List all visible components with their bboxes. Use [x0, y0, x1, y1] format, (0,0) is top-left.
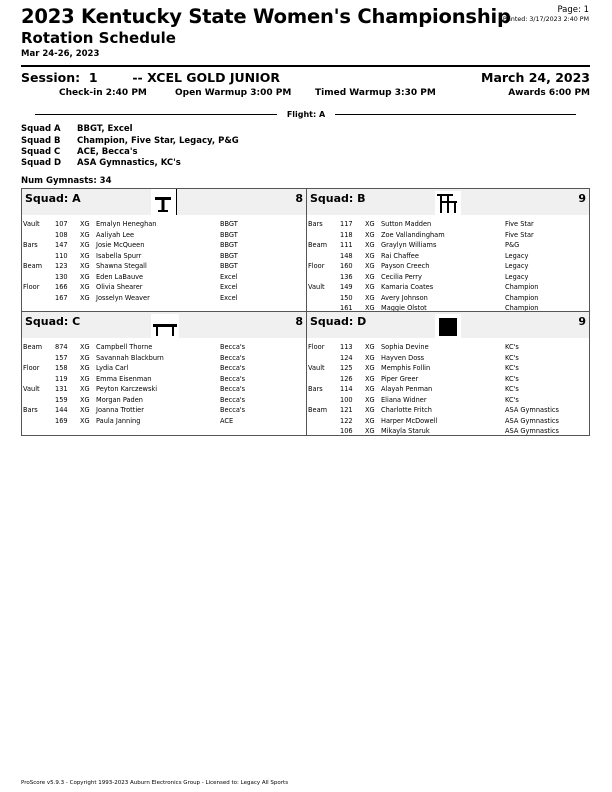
level-cell: XG — [80, 251, 90, 260]
table-row — [22, 395, 306, 406]
club-cell: Excel — [220, 272, 238, 281]
number-cell: 150 — [340, 293, 353, 302]
squad-count: 8 — [295, 192, 303, 205]
table-row — [22, 342, 306, 353]
gymnast-name-cell: Piper Greer — [381, 374, 419, 383]
squad-box-a — [21, 188, 307, 312]
club-cell: Becca's — [220, 395, 246, 404]
club-cell: Becca's — [220, 343, 246, 351]
awards-time: Awards 6:00 PM — [508, 88, 590, 98]
level-cell: XG — [365, 406, 375, 414]
level-cell: XG — [365, 374, 375, 383]
squad-count: 8 — [295, 315, 303, 328]
gymnast-name-cell: Kamaria Coates — [381, 283, 434, 291]
table-row — [22, 272, 306, 283]
session-date: March 24, 2023 — [481, 70, 590, 85]
level-cell: XG — [365, 343, 375, 351]
gymnast-name-cell: Aaliyah Lee — [96, 230, 135, 239]
club-cell: ASA Gymnastics — [505, 427, 559, 435]
table-row — [307, 282, 589, 293]
header-rule — [21, 65, 590, 67]
gymnast-name-cell: Sophia Devine — [381, 343, 429, 351]
gymnast-name-cell: Campbell Thorne — [96, 343, 153, 351]
number-cell: 123 — [55, 262, 68, 270]
table-row — [22, 261, 306, 272]
number-cell: 119 — [55, 374, 68, 383]
level-cell: XG — [365, 416, 375, 425]
squad-title: Squad: C — [25, 315, 81, 328]
table-row — [307, 384, 589, 395]
club-cell: Champion — [505, 304, 539, 312]
level-cell: XG — [80, 220, 90, 228]
event-cell: Vault — [23, 385, 40, 393]
table-row — [307, 426, 589, 437]
club-cell: Champion — [505, 293, 539, 302]
gymnast-name-cell: Sutton Madden — [381, 220, 432, 228]
event-cell: Beam — [308, 241, 328, 249]
number-cell: 159 — [55, 395, 68, 404]
table-row — [22, 384, 306, 395]
number-cell: 130 — [55, 272, 68, 281]
number-cell: 124 — [340, 353, 353, 362]
table-row — [22, 416, 306, 427]
gymnast-name-cell: Avery Johnson — [381, 293, 428, 302]
number-cell: 107 — [55, 220, 68, 228]
event-cell: Beam — [23, 262, 43, 270]
number-cell: 874 — [55, 343, 68, 351]
squad-key: Squad B — [21, 136, 61, 146]
event-cell: Bars — [308, 385, 323, 393]
club-cell: Excel — [220, 283, 238, 291]
event-cell: Beam — [23, 343, 43, 351]
gymnast-name-cell: Maggie Olstot — [381, 304, 427, 312]
gymnast-name-cell: Shawna Stegall — [96, 262, 147, 270]
gymnast-name-cell: Isabella Spurr — [96, 251, 142, 260]
table-row — [22, 363, 306, 374]
gymnast-name-cell: Harper McDowell — [381, 416, 438, 425]
squad-title: Squad: A — [25, 192, 81, 205]
gymnast-name-cell: Eliana Widner — [381, 395, 427, 404]
squad-roster — [22, 219, 306, 303]
club-cell: Legacy — [505, 272, 529, 281]
floor-icon — [435, 314, 461, 338]
number-cell: 169 — [55, 416, 68, 425]
squad-clubs: BBGT, Excel — [77, 124, 133, 134]
gymnast-name-cell: Paula Janning — [96, 416, 141, 425]
squad-box-c — [21, 311, 307, 436]
timed-warmup-time: Timed Warmup 3:30 PM — [315, 88, 436, 98]
flight-rule-right — [335, 114, 576, 115]
number-cell: 118 — [340, 230, 353, 239]
squad-count: 9 — [578, 315, 586, 328]
club-cell: BBGT — [220, 241, 238, 249]
level-cell: XG — [365, 395, 375, 404]
gymnast-name-cell: Mikayla Staruk — [381, 427, 430, 435]
level-cell: XG — [80, 262, 90, 270]
gymnast-name-cell: Peyton Karczewski — [96, 385, 158, 393]
gymnast-name-cell: Josie McQueen — [96, 241, 145, 249]
number-cell: 166 — [55, 283, 68, 291]
level-cell: XG — [80, 283, 90, 291]
gymnast-name-cell: Joanna Trottier — [96, 406, 144, 414]
level-cell: XG — [365, 364, 375, 372]
level-cell: XG — [365, 230, 375, 239]
gymnast-name-cell: Alayah Penman — [381, 385, 433, 393]
table-row — [307, 272, 589, 283]
event-cell: Floor — [308, 343, 325, 351]
gymnast-name-cell: Rai Chaffee — [381, 251, 419, 260]
squad-box-header — [307, 189, 589, 215]
meet-dates: Mar 24-26, 2023 — [21, 49, 100, 59]
squad-title: Squad: D — [310, 315, 367, 328]
number-cell: 131 — [55, 385, 68, 393]
gymnast-name-cell: Hayven Doss — [381, 353, 425, 362]
club-cell: KC's — [505, 343, 519, 351]
number-cell: 114 — [340, 385, 353, 393]
session-label: Session: 1 -- XCEL GOLD JUNIOR — [21, 70, 281, 85]
club-cell: Becca's — [220, 406, 246, 414]
number-cell: 149 — [340, 283, 353, 291]
level-cell: XG — [365, 353, 375, 362]
number-cell: 158 — [55, 364, 68, 372]
club-cell: BBGT — [220, 262, 238, 270]
squad-key: Squad C — [21, 147, 61, 157]
event-cell: Vault — [308, 283, 325, 291]
level-cell: XG — [80, 364, 90, 372]
level-cell: XG — [80, 241, 90, 249]
club-cell: Becca's — [220, 385, 246, 393]
table-row — [22, 240, 306, 251]
number-cell: 147 — [55, 241, 68, 249]
number-cell: 113 — [340, 343, 353, 351]
number-cell: 125 — [340, 364, 353, 372]
level-cell: XG — [365, 283, 375, 291]
number-cell: 136 — [340, 272, 353, 281]
number-cell: 121 — [340, 406, 353, 414]
table-row — [307, 261, 589, 272]
table-row — [307, 342, 589, 353]
squad-box-header — [22, 189, 306, 215]
level-cell: XG — [365, 272, 375, 281]
event-cell: Floor — [308, 262, 325, 270]
event-cell: Bars — [308, 220, 323, 228]
event-cell: Floor — [23, 364, 40, 372]
gymnast-name-cell: Savannah Blackburn — [96, 353, 164, 362]
club-cell: ASA Gymnastics — [505, 416, 559, 425]
squad-clubs: ACE, Becca's — [77, 147, 138, 157]
club-cell: BBGT — [220, 220, 238, 228]
table-row — [22, 282, 306, 293]
number-cell: 111 — [340, 241, 353, 249]
table-row — [307, 353, 589, 364]
level-cell: XG — [365, 293, 375, 302]
beam-icon — [151, 314, 179, 338]
level-cell: XG — [80, 343, 90, 351]
gymnast-name-cell: Charlotte Fritch — [381, 406, 432, 414]
club-cell: BBGT — [220, 230, 238, 239]
number-cell: 106 — [340, 427, 353, 435]
num-gymnasts: Num Gymnasts: 34 — [21, 176, 112, 186]
club-cell: Champion — [505, 283, 539, 291]
bars-icon — [435, 191, 461, 215]
table-row — [22, 405, 306, 416]
club-cell: Legacy — [505, 262, 529, 270]
squad-clubs: Champion, Five Star, Legacy, P&G — [77, 136, 239, 146]
table-row — [307, 293, 589, 304]
level-cell: XG — [365, 220, 375, 228]
gymnast-name-cell: Lydia Carl — [96, 364, 129, 372]
gymnast-name-cell: Memphis Follin — [381, 364, 431, 372]
club-cell: KC's — [505, 364, 519, 372]
table-row — [307, 230, 589, 241]
number-cell: 126 — [340, 374, 353, 383]
flight-label: Flight: A — [286, 110, 326, 119]
table-row — [307, 251, 589, 262]
page-title: 2023 Kentucky State Women's Championship — [21, 5, 511, 28]
event-cell: Bars — [23, 406, 38, 414]
level-cell: XG — [80, 406, 90, 414]
gymnast-name-cell: Cecilia Perry — [381, 272, 422, 281]
table-row — [22, 293, 306, 304]
squad-roster — [22, 342, 306, 426]
number-cell: 122 — [340, 416, 353, 425]
level-cell: XG — [365, 251, 375, 260]
level-cell: XG — [365, 304, 375, 312]
level-cell: XG — [365, 241, 375, 249]
table-row — [307, 416, 589, 427]
level-cell: XG — [80, 416, 90, 425]
gymnast-name-cell: Graylyn Williams — [381, 241, 437, 249]
table-row — [22, 374, 306, 385]
level-cell: XG — [80, 272, 90, 281]
number-cell: 117 — [340, 220, 353, 228]
squad-box-b — [306, 188, 590, 312]
number-cell: 100 — [340, 395, 353, 404]
club-cell: KC's — [505, 395, 519, 404]
event-cell: Vault — [23, 220, 40, 228]
page-subtitle: Rotation Schedule — [21, 29, 176, 47]
number-cell: 144 — [55, 406, 68, 414]
event-cell: Floor — [23, 283, 40, 291]
squad-box-header — [307, 312, 589, 338]
table-row — [22, 219, 306, 230]
gymnast-name-cell: Emalyn Heneghan — [96, 220, 157, 228]
printed-timestamp: Printed: 3/17/2023 2:40 PM — [502, 16, 589, 23]
level-cell: XG — [80, 293, 90, 302]
gymnast-name-cell: Payson Creech — [381, 262, 430, 270]
open-warmup-time: Open Warmup 3:00 PM — [175, 88, 292, 98]
event-cell: Beam — [308, 406, 328, 414]
club-cell: P&G — [505, 241, 520, 249]
squad-box-header — [22, 312, 306, 338]
squad-key: Squad D — [21, 158, 62, 168]
gymnast-name-cell: Emma Eisenman — [96, 374, 152, 383]
squad-box-d — [306, 311, 590, 436]
club-cell: ASA Gymnastics — [505, 406, 559, 414]
number-cell: 110 — [55, 251, 68, 260]
number-cell: 148 — [340, 251, 353, 260]
footer-copyright: ProScore v5.9.3 - Copyright 1993-2023 Auburn Electronics Group - Licensed to: Legacy All Sports — [21, 780, 289, 786]
club-cell: BBGT — [220, 251, 238, 260]
page-number: Page: 1 — [557, 5, 589, 15]
club-cell: Legacy — [505, 251, 529, 260]
squad-key: Squad A — [21, 124, 61, 134]
table-row — [307, 363, 589, 374]
gymnast-name-cell: Olivia Shearer — [96, 283, 143, 291]
gymnast-name-cell: Josselyn Weaver — [96, 293, 150, 302]
event-cell: Vault — [308, 364, 325, 372]
club-cell: Five Star — [505, 230, 534, 239]
flight-rule-left — [35, 114, 277, 115]
table-row — [22, 353, 306, 364]
club-cell: Becca's — [220, 364, 246, 372]
level-cell: XG — [80, 374, 90, 383]
gymnast-name-cell: Zoe Vallandingham — [381, 230, 445, 239]
squad-clubs: ASA Gymnastics, KC's — [77, 158, 181, 168]
checkin-time: Check-in 2:40 PM — [59, 88, 147, 98]
event-cell: Bars — [23, 241, 38, 249]
number-cell: 157 — [55, 353, 68, 362]
table-row — [22, 230, 306, 241]
number-cell: 167 — [55, 293, 68, 302]
gymnast-name-cell: Morgan Paden — [96, 395, 143, 404]
level-cell: XG — [365, 427, 375, 435]
table-row — [307, 395, 589, 406]
level-cell: XG — [365, 262, 375, 270]
number-cell: 161 — [340, 304, 353, 312]
table-row — [307, 240, 589, 251]
table-row — [307, 405, 589, 416]
club-cell: ACE — [220, 416, 234, 425]
level-cell: XG — [80, 353, 90, 362]
table-row — [307, 219, 589, 230]
club-cell: Five Star — [505, 220, 534, 228]
squad-title: Squad: B — [310, 192, 366, 205]
club-cell: KC's — [505, 353, 519, 362]
club-cell: Becca's — [220, 374, 246, 383]
gymnast-name-cell: Eden LaBauve — [96, 272, 144, 281]
club-cell: Becca's — [220, 353, 246, 362]
club-cell: KC's — [505, 374, 519, 383]
squad-roster — [307, 219, 589, 314]
level-cell: XG — [80, 385, 90, 393]
table-row — [22, 251, 306, 262]
level-cell: XG — [80, 395, 90, 404]
vault-icon — [151, 189, 177, 215]
number-cell: 108 — [55, 230, 68, 239]
club-cell: KC's — [505, 385, 519, 393]
level-cell: XG — [80, 230, 90, 239]
club-cell: Excel — [220, 293, 238, 302]
table-row — [307, 374, 589, 385]
squad-roster — [307, 342, 589, 437]
squad-count: 9 — [578, 192, 586, 205]
number-cell: 160 — [340, 262, 353, 270]
level-cell: XG — [365, 385, 375, 393]
